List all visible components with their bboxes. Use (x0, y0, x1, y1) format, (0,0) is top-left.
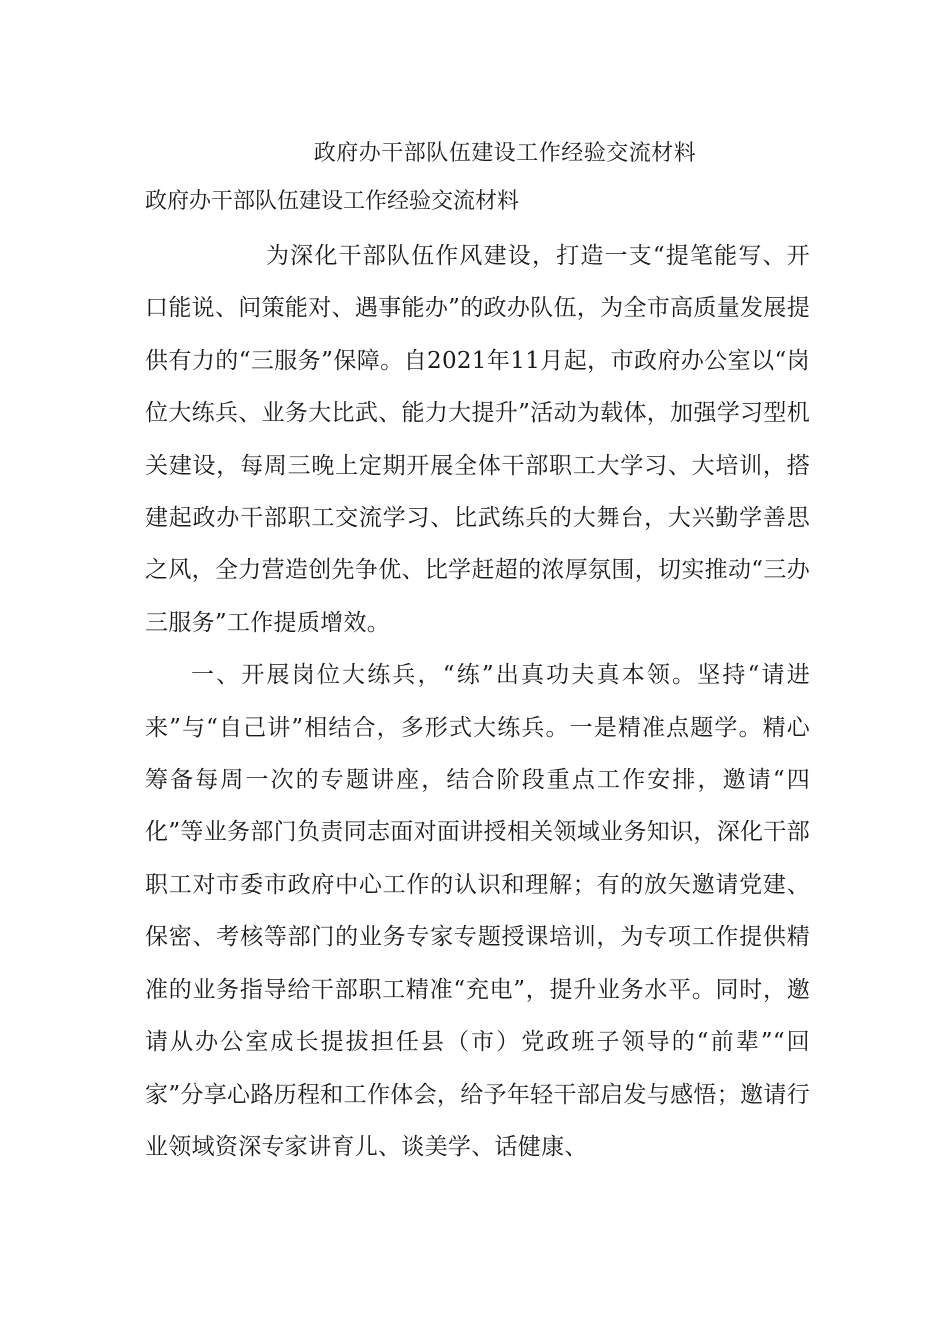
paragraph-section-one: 一、开展岗位大练兵，“练”出真功夫真本领。坚持“请进来”与“自己讲”相结合，多形式大练兵。一是精准点题学。精心筹备每周一次的专题讲座，结合阶段重点工作安排，邀请“四化”等业务部门负责同志面对面讲授相关领域业务知识，深化干部职工对市委市政府中心工作的认识和理解；有的放矢邀请党建、保密、考核等部门的业务专家专题授课培训，为专项工作提供精准的业务指导给干部职工精准“充电”，提升业务水平。同时，邀请从办公室成长提拔担任县（市）党政班子领导的“前辈”“回家”分享心路历程和工作体会，给予年轻干部启发与感悟；邀请行业领域资深专家讲育儿、谈美学、话健康、 (145, 662, 810, 1160)
document-title: 政府办干部队伍建设工作经验交流材料 (313, 141, 697, 166)
paragraph-intro: 为深化干部队伍作风建设，打造一支“提笔能写、开口能说、问策能对、遇事能办”的政办队伍，为全市高质量发展提供有力的“三服务”保障。自2021年11月起，市政府办公室以“岗位大练兵、业务大比武、能力大提升”活动为载体，加强学习型机关建设，每周三晚上定期开展全体干部职工大学习、大培训，搭建起政办干部职工交流学习、比武练兵的大舞台，大兴勤学善思之风，全力营造创先争优、比学赶超的浓厚氛围，切实推动“三办三服务”工作提质增效。 (145, 243, 810, 636)
document-body (145, 230, 810, 1173)
document-subtitle: 政府办干部队伍建设工作经验交流材料 (145, 189, 520, 214)
